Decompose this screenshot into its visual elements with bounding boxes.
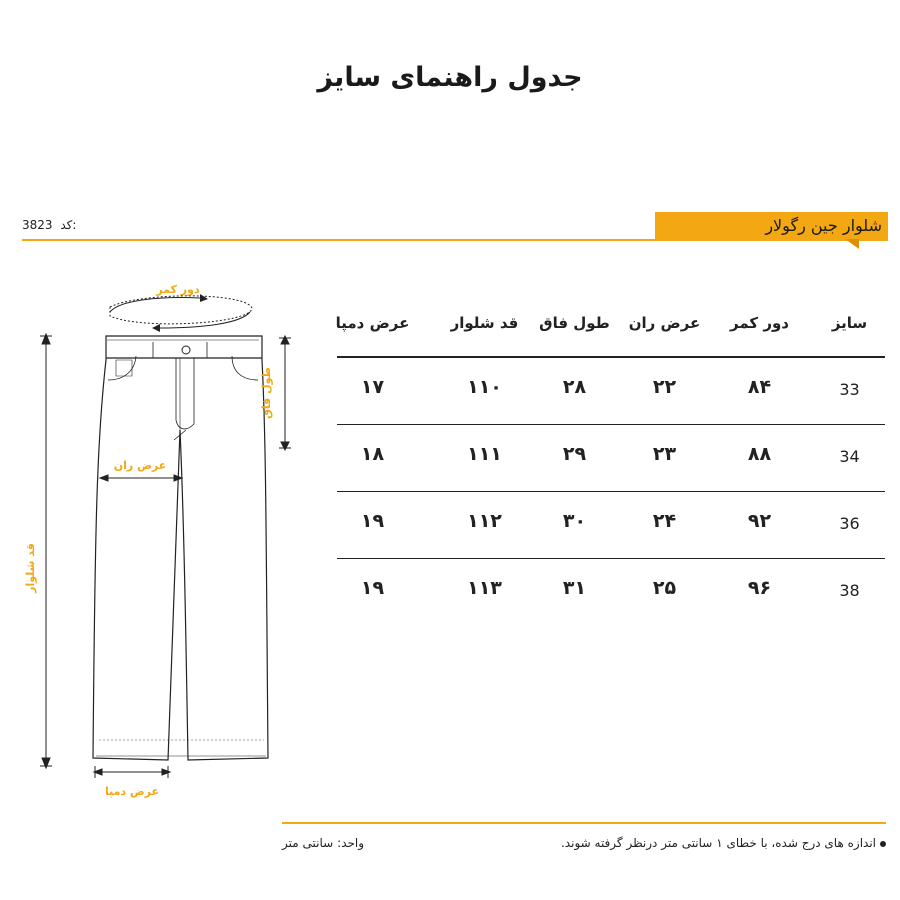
footer-note	[560, 836, 886, 850]
cell-rise: ۲۹	[562, 443, 587, 465]
code-label: کد:	[60, 218, 77, 232]
waist-label: دور کمر	[156, 283, 200, 296]
unit-info	[282, 836, 364, 850]
length-label: قد شلوار	[24, 543, 37, 593]
table-row	[337, 559, 885, 625]
cell-hem: ۱۹	[360, 577, 385, 599]
header-thigh: عرض ران	[628, 314, 701, 332]
table-row	[337, 358, 885, 425]
hem-measure-icon	[94, 766, 170, 778]
footer-divider	[282, 822, 886, 824]
cell-thigh: ۲۲	[652, 376, 677, 398]
page-title: جدول راهنمای سایز	[317, 62, 583, 93]
waist-measure-icon	[110, 294, 252, 332]
tag-fold	[845, 239, 859, 249]
cell-size: 34	[839, 447, 860, 466]
table-row	[337, 492, 885, 559]
cell-size: 33	[839, 380, 860, 399]
length-measure-icon	[40, 334, 52, 768]
cell-thigh: ۲۳	[652, 443, 677, 465]
product-code	[22, 218, 76, 232]
table-header-row	[337, 300, 885, 358]
header-waist: دور کمر	[730, 314, 789, 332]
cell-length: ۱۱۰	[467, 376, 502, 398]
table-row	[337, 425, 885, 492]
cell-length: ۱۱۱	[467, 443, 502, 465]
product-name-tag: شلوار جین رگولار	[655, 212, 888, 240]
cell-waist: ۸۴	[747, 376, 772, 398]
cell-rise: ۲۸	[562, 376, 587, 398]
cell-hem: ۱۸	[360, 443, 385, 465]
pants-diagram	[0, 270, 320, 810]
unit-value: سانتی متر	[282, 836, 334, 850]
button-icon	[182, 346, 190, 354]
thigh-measure-icon	[100, 475, 182, 481]
pants-outline	[93, 336, 268, 760]
rise-measure-icon	[279, 336, 291, 450]
header-hem: عرض دمپا	[335, 314, 410, 332]
footer-note-text: اندازه های درج شده، با خطای ۱ سانتی متر درنظر گرفته شوند.	[560, 836, 876, 850]
cell-size: 38	[839, 581, 860, 600]
rise-label: طول فاق	[260, 367, 273, 419]
unit-label: واحد:	[337, 836, 365, 850]
header-length: قد شلوار	[450, 314, 519, 332]
header-size: سایز	[831, 314, 868, 332]
cell-thigh: ۲۴	[652, 510, 677, 532]
cell-rise: ۳۱	[562, 577, 587, 599]
bullet-icon	[880, 841, 886, 847]
hem-label: عرض دمپا	[104, 785, 160, 798]
cell-hem: ۱۷	[360, 376, 385, 398]
code-value: 3823	[22, 218, 53, 232]
thigh-label: عرض ران	[113, 459, 167, 472]
cell-waist: ۹۶	[747, 577, 772, 599]
cell-rise: ۳۰	[562, 510, 587, 532]
cell-waist: ۸۸	[747, 443, 772, 465]
cell-hem: ۱۹	[360, 510, 385, 532]
cell-size: 36	[839, 514, 860, 533]
cell-length: ۱۱۳	[467, 577, 502, 599]
size-table	[337, 300, 885, 625]
cell-waist: ۹۲	[747, 510, 772, 532]
cell-thigh: ۲۵	[652, 577, 677, 599]
header-rise: طول فاق	[539, 314, 610, 332]
cell-length: ۱۱۲	[467, 510, 502, 532]
